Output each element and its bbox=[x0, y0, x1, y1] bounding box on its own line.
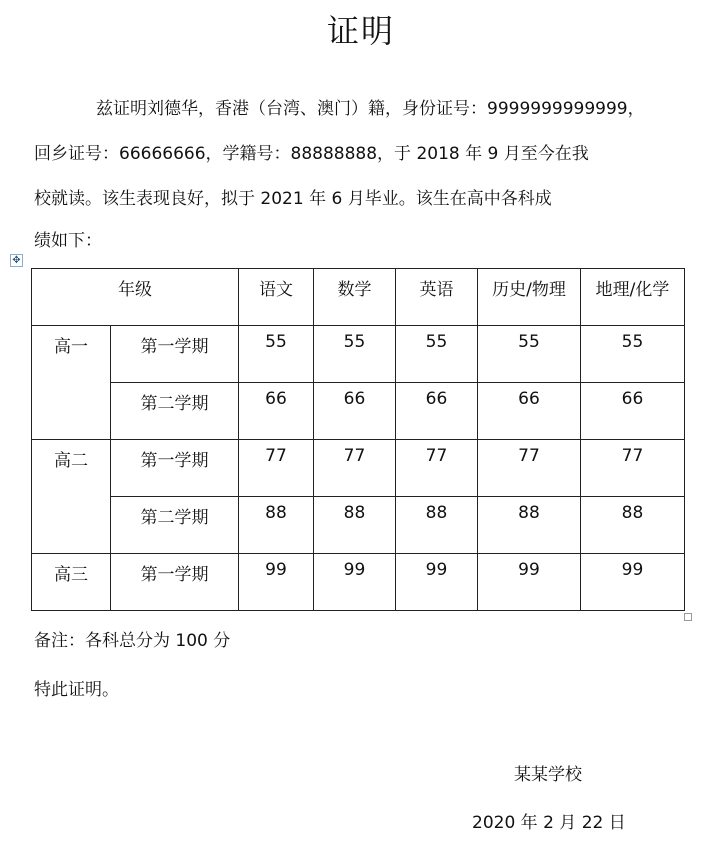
score-cell: 99 bbox=[478, 554, 581, 611]
document-title: 证明 bbox=[326, 12, 395, 50]
score-cell: 66 bbox=[478, 383, 581, 440]
score-cell: 55 bbox=[581, 326, 685, 383]
score-cell: 88 bbox=[314, 497, 396, 554]
score-cell: 88 bbox=[396, 497, 478, 554]
score-cell: 66 bbox=[239, 383, 314, 440]
table-row bbox=[32, 326, 685, 383]
grades-table bbox=[31, 268, 685, 611]
term-cell: 第二学期 bbox=[111, 497, 239, 554]
score-cell: 99 bbox=[581, 554, 685, 611]
score-cell: 77 bbox=[396, 440, 478, 497]
score-cell: 77 bbox=[239, 440, 314, 497]
score-cell: 99 bbox=[239, 554, 314, 611]
table-row bbox=[32, 497, 685, 554]
table-row bbox=[32, 440, 685, 497]
paragraph-line: 兹证明刘德华，香港（台湾、澳门）籍，身份证号：9999999999999， bbox=[96, 99, 645, 119]
school-name: 某某学校 bbox=[514, 765, 582, 785]
score-cell: 99 bbox=[314, 554, 396, 611]
paragraph-line: 校就读。该生表现良好，拟于 2021 年 6 月毕业。该生在高中各科成 bbox=[34, 189, 552, 209]
score-cell: 88 bbox=[581, 497, 685, 554]
score-cell: 55 bbox=[314, 326, 396, 383]
closing-text: 特此证明。 bbox=[34, 680, 119, 700]
header-cell: 数学 bbox=[314, 269, 396, 326]
header-cell: 地理/化学 bbox=[581, 269, 685, 326]
score-cell: 66 bbox=[581, 383, 685, 440]
paragraph-line: 绩如下： bbox=[34, 231, 102, 251]
score-cell: 55 bbox=[396, 326, 478, 383]
paragraph-line: 回乡证号：66666666，学籍号：88888888，于 2018 年 9 月至今在我 bbox=[34, 144, 589, 164]
score-cell: 88 bbox=[478, 497, 581, 554]
grade-cell: 高三 bbox=[32, 554, 111, 611]
header-cell: 语文 bbox=[239, 269, 314, 326]
score-cell: 55 bbox=[239, 326, 314, 383]
header-cell: 英语 bbox=[396, 269, 478, 326]
score-cell: 55 bbox=[478, 326, 581, 383]
date-text: 2020 年 2 月 22 日 bbox=[472, 813, 626, 833]
score-cell: 77 bbox=[581, 440, 685, 497]
term-cell: 第一学期 bbox=[111, 554, 239, 611]
table-row bbox=[32, 554, 685, 611]
table-row bbox=[32, 383, 685, 440]
term-cell: 第一学期 bbox=[111, 440, 239, 497]
header-cell: 历史/物理 bbox=[478, 269, 581, 326]
table-move-handle-icon[interactable]: ✥ bbox=[10, 254, 23, 267]
table-resize-handle[interactable] bbox=[684, 613, 692, 621]
header-cell: 年级 bbox=[32, 269, 239, 326]
score-cell: 77 bbox=[314, 440, 396, 497]
score-cell: 88 bbox=[239, 497, 314, 554]
score-cell: 77 bbox=[478, 440, 581, 497]
note-text: 备注：各科总分为 100 分 bbox=[34, 631, 231, 651]
table-header-row bbox=[32, 269, 685, 326]
grade-cell: 高一 bbox=[32, 326, 111, 440]
term-cell: 第二学期 bbox=[111, 383, 239, 440]
score-cell: 99 bbox=[396, 554, 478, 611]
score-cell: 66 bbox=[396, 383, 478, 440]
score-cell: 66 bbox=[314, 383, 396, 440]
term-cell: 第一学期 bbox=[111, 326, 239, 383]
grade-cell: 高二 bbox=[32, 440, 111, 554]
